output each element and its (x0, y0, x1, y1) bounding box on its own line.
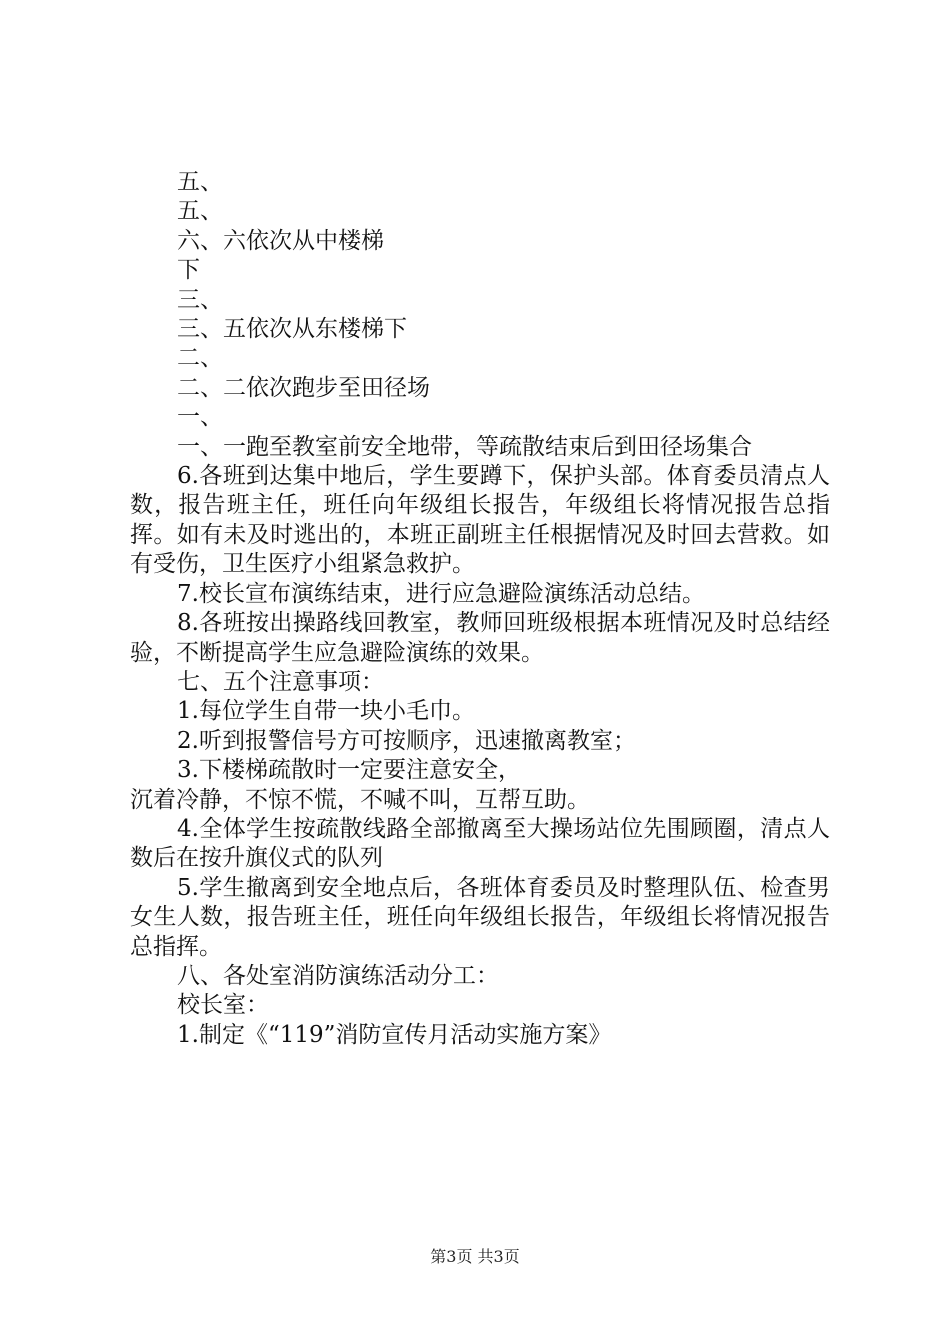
paragraph: 6.各班到达集中地后，学生要蹲下，保护头部。体育委员清点人数，报告班主任，班任向年级组长报告，年级组长将情况报告总指挥。如有未及时逃出的，本班正副班主任根据情况及时回去营救。如有受伤，卫生医疗小组紧急救护。 (130, 463, 830, 578)
text-line: 沉着冷静，不惊不慌，不喊不叫，互帮互助。 (130, 786, 590, 813)
text-line: 三、 (177, 286, 223, 313)
list-item: 1.制定《“119”消防宣传月活动实施方案》 (177, 1021, 612, 1048)
text-line: 下 (177, 257, 200, 284)
text-line: 一、 (177, 404, 223, 431)
text-line: 二、 (177, 345, 223, 372)
text-line: 二、二依次跑步至田径场 (177, 374, 430, 401)
list-item: 2.听到报警信号方可按顺序，迅速撤离教室； (177, 727, 636, 754)
list-item: 3.下楼梯疏散时一定要注意安全， (177, 757, 521, 784)
page-footer: 第3页 共3页 (430, 1247, 520, 1266)
list-item: 5.学生撤离到安全地点后，各班体育委员及时整理队伍、检查男女生人数，报告班主任，班任向年级组长报告，年级组长将情况报告总指挥。 (130, 874, 830, 960)
text-line: 五、 (177, 169, 223, 195)
text-line: 三、五依次从东楼梯下 (177, 316, 407, 343)
list-item: 1.每位学生自带一块小毛巾。 (177, 698, 475, 725)
list-item: 4.全体学生按疏散线路全部撤离至大操场站位先围顾圈，清点人数后在按升旗仪式的队列 (130, 815, 830, 872)
paragraph: 8.各班按出操路线回教室，教师回班级根据本班情况及时总结经验，不断提高学生应急避险演练的效果。 (130, 610, 830, 666)
text-line: 五、 (177, 198, 223, 225)
text-line: 六、六依次从中楼梯 (177, 227, 384, 254)
document-body (130, 168, 830, 1050)
section-heading: 七、五个注意事项： (177, 668, 384, 695)
text-line: 一、一跑至教室前安全地带，等疏散结束后到田径场集合 (177, 433, 752, 460)
paragraph: 7.校长宣布演练结束，进行应急避险演练活动总结。 (177, 580, 705, 607)
section-heading: 八、各处室消防演练活动分工： (177, 962, 499, 989)
sub-heading: 校长室： (177, 992, 269, 1019)
